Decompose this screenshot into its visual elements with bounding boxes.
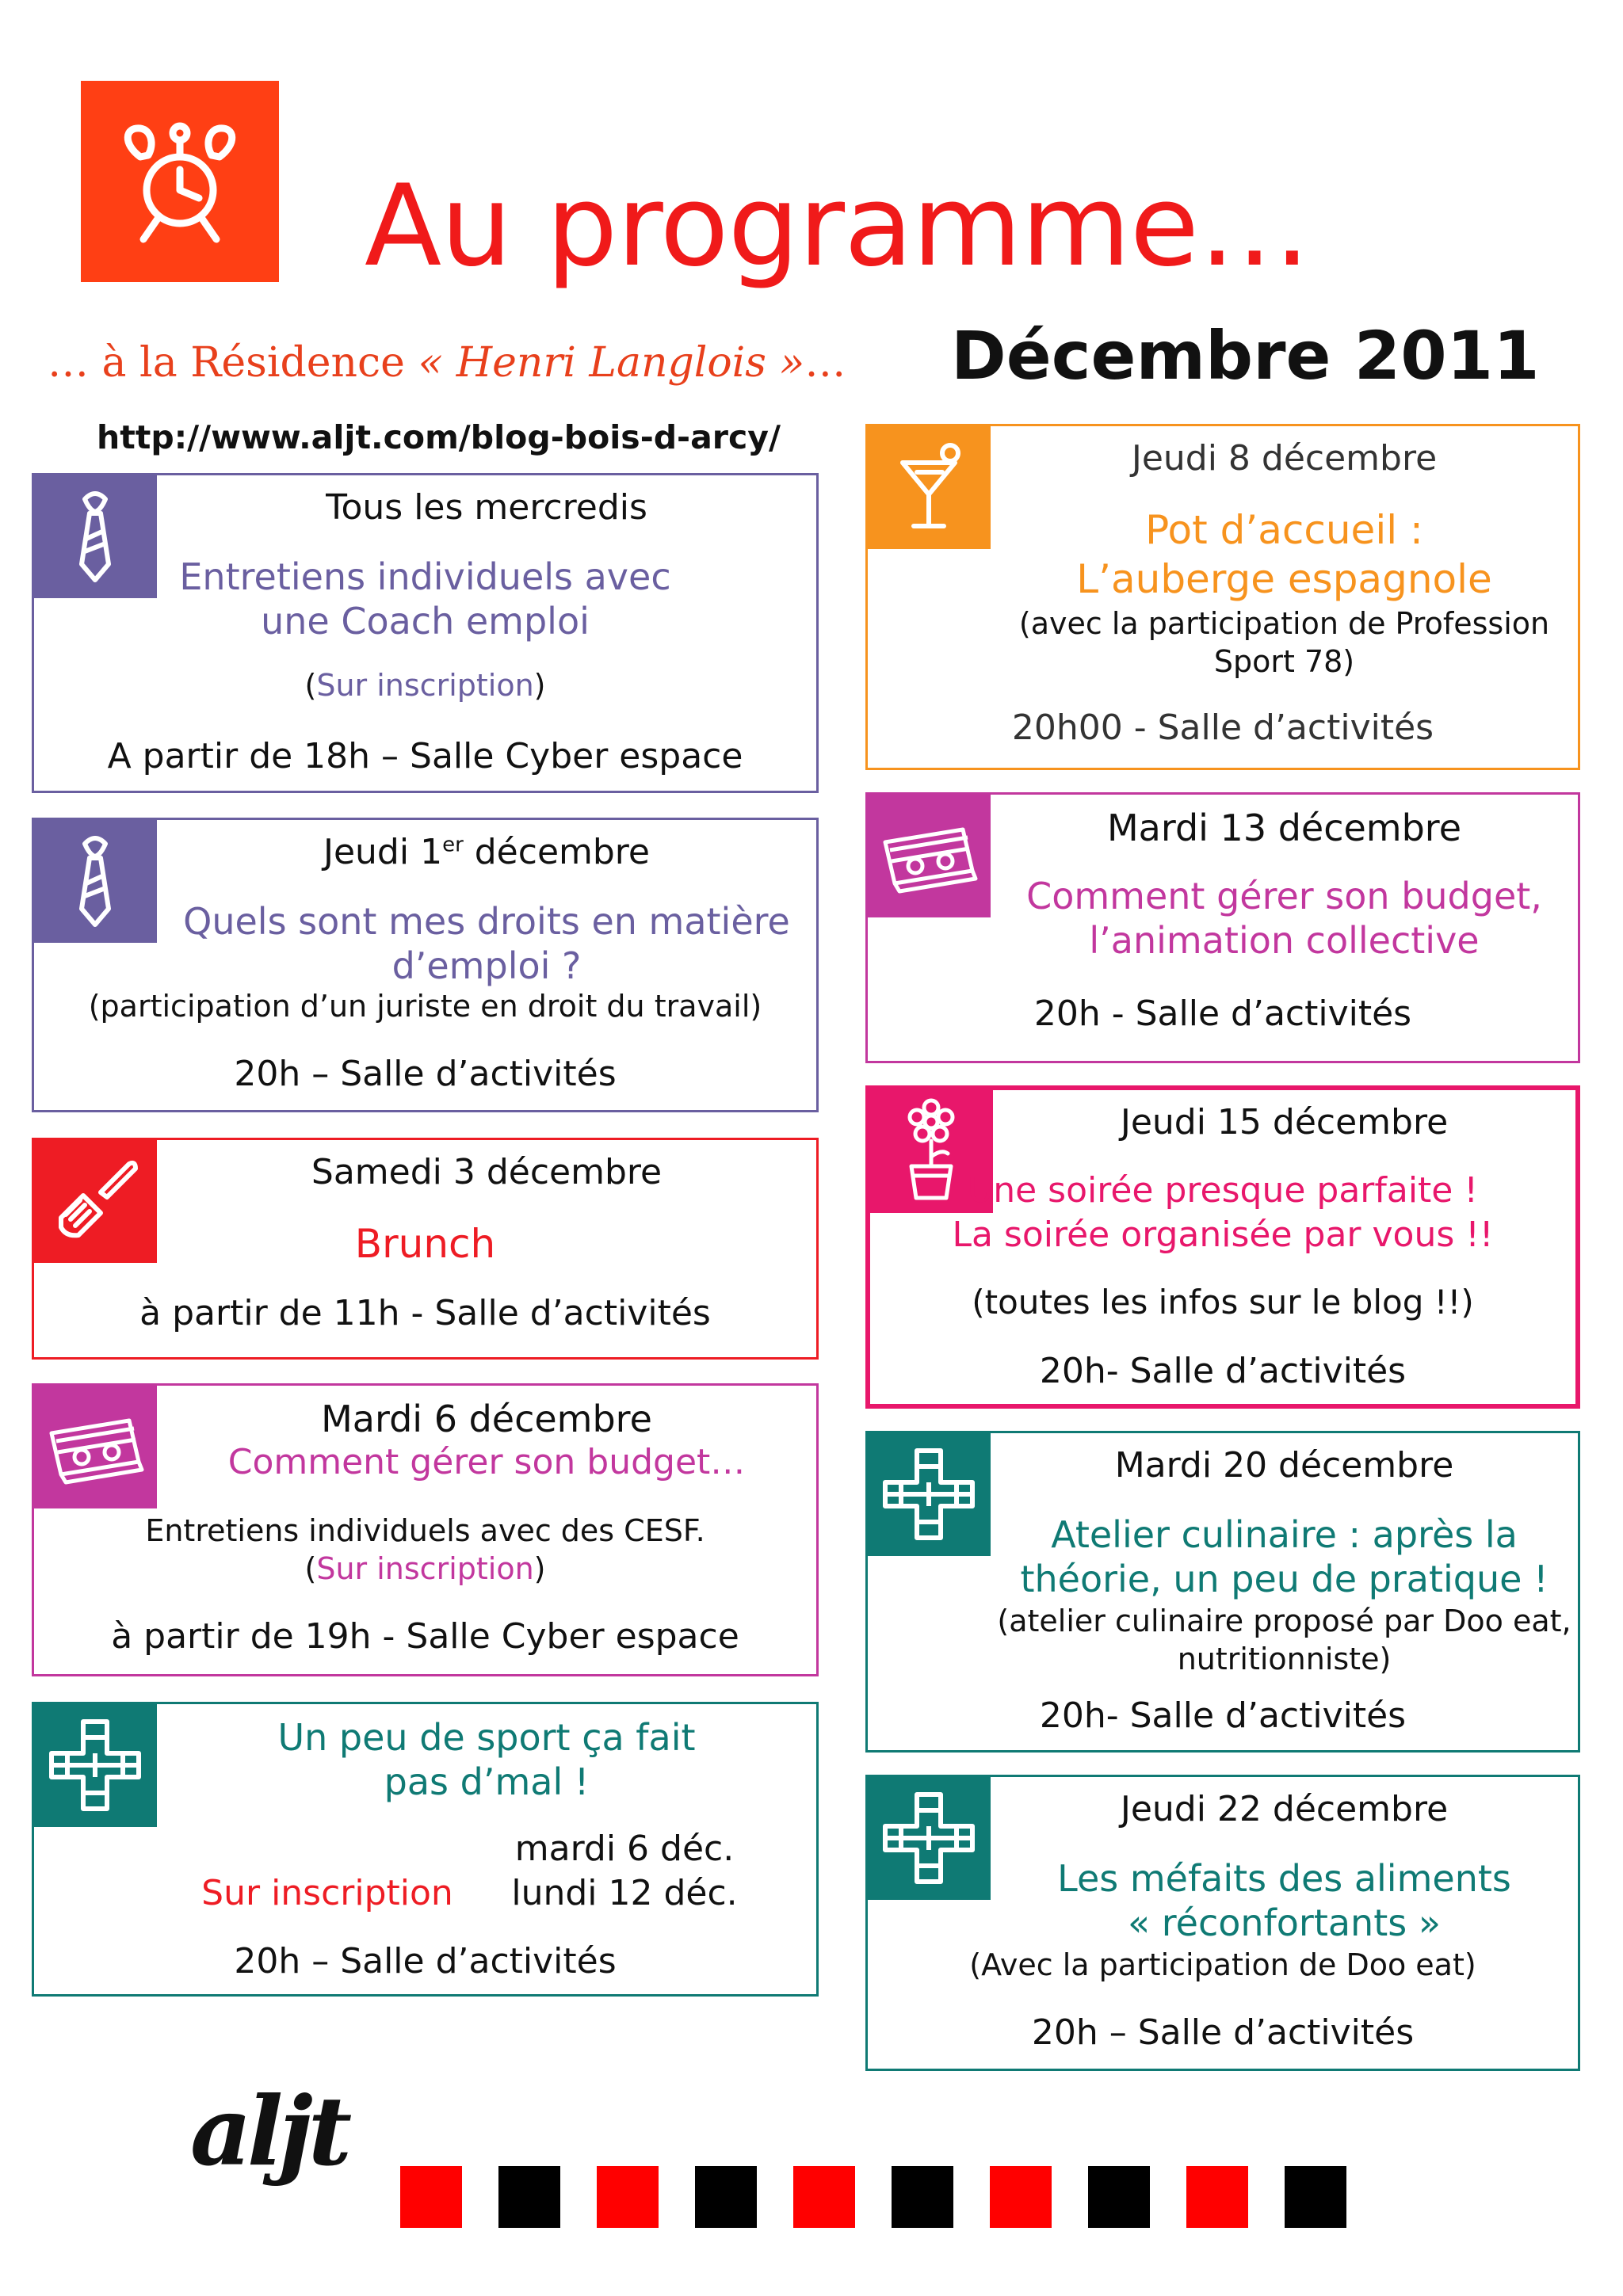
money-icon-box (868, 795, 991, 917)
event-note: (avec la participation de Profession (1018, 606, 1550, 641)
money-icon (34, 1386, 157, 1508)
blog-url[interactable]: http://www.aljt.com/blog-bois-d-arcy/ (97, 418, 781, 456)
decorative-square (597, 2166, 659, 2228)
event-title: Pot d’accueil : (1145, 507, 1423, 553)
cross-icon-box (868, 1433, 991, 1556)
date-suffix: décembre (463, 832, 650, 872)
decorative-square (1285, 2166, 1346, 2228)
alarm-clock-logo (81, 81, 279, 282)
cross-icon (868, 1777, 991, 1900)
event-note: Sport 78) (1213, 644, 1355, 679)
paren-open: ( (304, 668, 317, 703)
event-card-budget-individual (32, 1383, 819, 1676)
event-title: Atelier culinaire : après la (1051, 1513, 1518, 1556)
registration-link[interactable]: Sur inscription (316, 1551, 534, 1586)
event-title: théorie, un peu de pratique ! (1020, 1558, 1549, 1600)
month-heading: Décembre 2011 (951, 317, 1540, 395)
paren-close: ) (533, 1551, 546, 1586)
alarm-clock-icon (116, 120, 243, 247)
date-superscript: er (442, 833, 464, 857)
event-title: l’animation collective (1089, 919, 1480, 962)
event-date: Jeudi 15 décembre (1120, 1102, 1449, 1142)
registration-link[interactable]: Sur inscription (316, 668, 534, 703)
event-card-budget-collective (865, 792, 1580, 1063)
event-title: Un peu de sport ça fait (277, 1716, 696, 1759)
cross-icon-box (34, 1704, 157, 1827)
event-note: (Avec la participation de Doo eat) (969, 1947, 1476, 1982)
event-card-brunch (32, 1138, 819, 1360)
decorative-square (1088, 2166, 1150, 2228)
event-title: Les méfaits des aliments (1057, 1857, 1511, 1900)
event-card-cooking (865, 1431, 1580, 1753)
cross-icon (868, 1433, 991, 1556)
paren-open: ( (304, 1551, 317, 1586)
event-registration[interactable]: Sur inscription (201, 1873, 453, 1913)
event-title: d’emploi ? (391, 944, 582, 987)
event-card-coach (32, 473, 819, 793)
decorative-square (1186, 2166, 1248, 2228)
event-title: Comment gérer son budget, (1026, 875, 1542, 917)
event-time: 20h00 - Salle d’activités (1011, 707, 1434, 748)
event-time: 20h – Salle d’activités (1031, 2012, 1415, 2053)
event-time: à partir de 19h - Salle Cyber espace (111, 1616, 739, 1657)
paren-close: ) (533, 668, 546, 703)
event-title: pas d’mal ! (384, 1760, 590, 1803)
residence-name: « Henri Langlois » (418, 339, 805, 387)
event-date: mardi 6 déc. (514, 1829, 735, 1869)
event-card-party (865, 1085, 1580, 1409)
decorative-square (695, 2166, 757, 2228)
event-title: « réconfortants » (1128, 1901, 1441, 1944)
subtitle-prefix: … à la Résidence (48, 339, 418, 387)
event-card-rights (32, 818, 819, 1112)
event-registration-note (34, 666, 816, 705)
tie-icon (34, 820, 157, 943)
event-time: 20h- Salle d’activités (1039, 1351, 1407, 1391)
event-note: (participation d’un juriste en droit du travail) (88, 989, 762, 1024)
page-title: Au programme… (365, 161, 1311, 292)
event-note: (toutes les infos sur le blog !!) (972, 1283, 1474, 1322)
residence-subtitle (48, 339, 846, 387)
event-date: Mardi 6 décembre (321, 1398, 652, 1440)
cocktail-icon (868, 426, 991, 549)
event-card-comfort-food (865, 1775, 1580, 2071)
event-date: Mardi 20 décembre (1114, 1445, 1454, 1486)
event-title: une Coach emploi (261, 600, 590, 643)
decorative-square (892, 2166, 953, 2228)
decorative-square (793, 2166, 855, 2228)
event-note: Entretiens individuels avec des CESF. (145, 1513, 705, 1548)
event-time: 20h – Salle d’activités (234, 1941, 617, 1981)
event-time: A partir de 18h – Salle Cyber espace (107, 736, 743, 776)
cocktail-icon-box (868, 426, 991, 549)
event-note: nutritionniste) (1177, 1642, 1392, 1676)
cross-icon-box (868, 1777, 991, 1900)
event-title: Quels sont mes droits en matière (183, 900, 790, 943)
event-registration-note (34, 1549, 816, 1589)
event-date (157, 830, 816, 875)
event-title: La soirée organisée par vous !! (952, 1215, 1494, 1255)
event-time: 20h - Salle d’activités (1033, 994, 1412, 1034)
event-title: Une soirée presque parfaite ! (968, 1170, 1478, 1211)
cross-icon (34, 1704, 157, 1827)
event-title: Comment gérer son budget… (227, 1442, 746, 1482)
event-title: L’auberge espagnole (1076, 556, 1492, 602)
event-date: Samedi 3 décembre (311, 1152, 663, 1192)
money-icon-box (34, 1386, 157, 1508)
event-date: Jeudi 8 décembre (1131, 438, 1438, 479)
event-card-welcome (865, 424, 1580, 770)
money-icon (868, 795, 991, 917)
event-date: lundi 12 déc. (511, 1873, 738, 1913)
event-date: Jeudi 22 décembre (1120, 1789, 1449, 1829)
decorative-square (990, 2166, 1052, 2228)
event-time: 20h- Salle d’activités (1039, 1695, 1407, 1736)
subtitle-suffix: … (804, 339, 846, 387)
date-prefix: Jeudi 1 (323, 832, 443, 872)
event-time: 20h – Salle d’activités (234, 1054, 617, 1094)
event-card-sport (32, 1702, 819, 1997)
decorative-square (400, 2166, 462, 2228)
event-title: Brunch (354, 1221, 496, 1267)
event-time: à partir de 11h - Salle d’activités (139, 1293, 711, 1333)
event-date: Mardi 13 décembre (1106, 807, 1462, 849)
event-note: (atelier culinaire proposé par Doo eat, (997, 1604, 1571, 1638)
decorative-square (498, 2166, 560, 2228)
aljt-logo: aljt (190, 2076, 348, 2187)
event-title: Entretiens individuels avec (179, 555, 671, 598)
tie-icon-box (34, 820, 157, 943)
event-date: Tous les mercredis (326, 487, 647, 528)
